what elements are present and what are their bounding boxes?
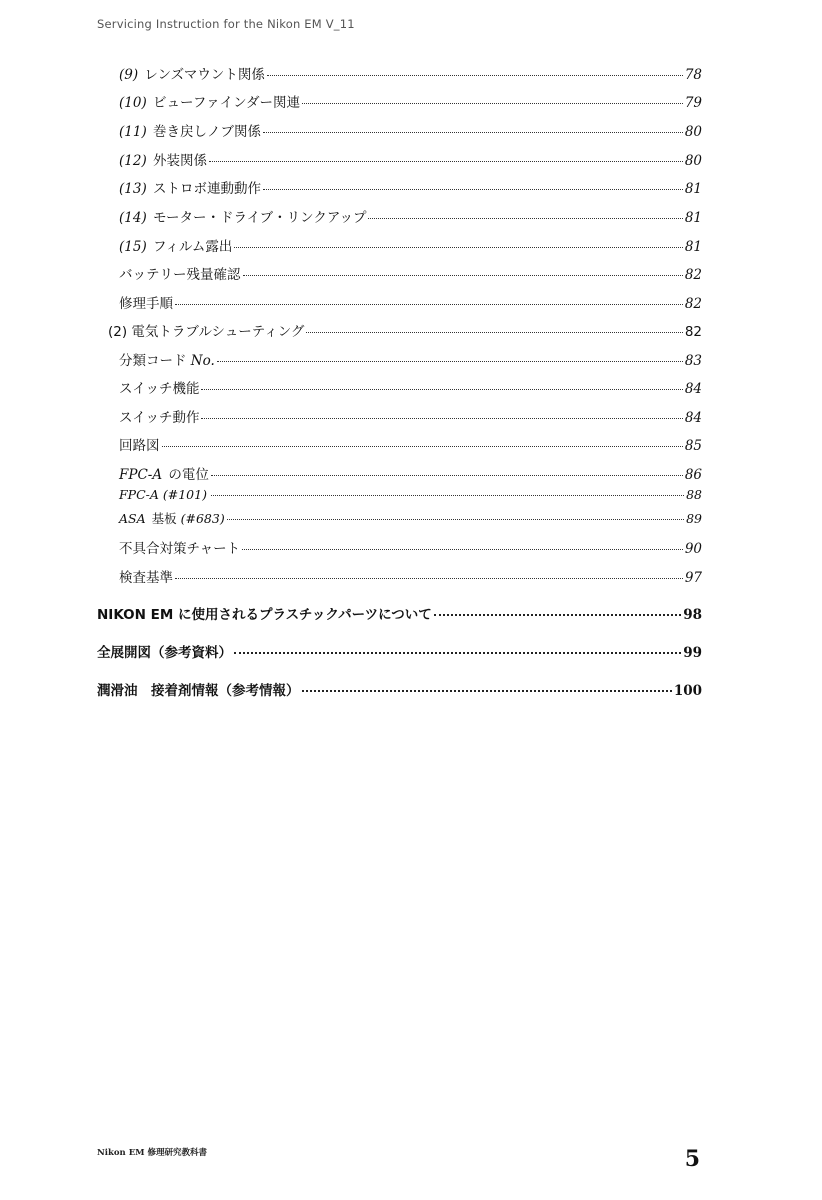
running-header: Servicing Instruction for the Nikon EM V_11 — [97, 17, 355, 31]
toc-entry-text: レンズマウント関係 — [144, 67, 265, 83]
toc-entry-number: (12) — [119, 153, 147, 169]
toc-entry-rewind-knob[interactable] — [119, 120, 702, 140]
toc-entry-text: 分類コード — [119, 353, 187, 369]
toc-entry-label — [119, 292, 173, 312]
toc-entry-battery-check[interactable] — [119, 263, 702, 283]
toc-entry-page: 100 — [673, 683, 702, 699]
dot-leader — [211, 475, 683, 476]
toc-entry-label — [119, 206, 366, 226]
toc-entry-label — [119, 263, 241, 283]
toc-entry-number: (2) — [108, 324, 128, 340]
dot-leader — [302, 690, 672, 692]
toc-entry-text: ビューファインダー関連 — [153, 95, 301, 111]
toc-entry-asa-board[interactable] — [119, 509, 702, 527]
toc-entry-viewfinder[interactable] — [119, 91, 702, 111]
dot-leader — [209, 161, 683, 162]
toc-entry-page: 86 — [684, 467, 702, 483]
toc-entry-label — [119, 406, 199, 426]
dot-leader — [227, 519, 684, 520]
toc-entry-plastic-parts[interactable] — [97, 603, 702, 623]
toc-entry-page: 98 — [683, 607, 702, 623]
toc-entry-text: の電位 — [168, 467, 209, 483]
dot-leader — [162, 446, 683, 447]
dot-leader — [306, 332, 682, 333]
toc-entry-prefix: ASA — [119, 511, 146, 526]
toc-entry-page: 97 — [684, 570, 702, 586]
toc-entry-label — [119, 566, 173, 586]
dot-leader — [302, 103, 683, 104]
page-number: 5 — [684, 1146, 700, 1172]
dot-leader — [217, 361, 683, 362]
dot-leader — [368, 218, 682, 219]
toc-entry-film-exposure[interactable] — [119, 235, 702, 255]
toc-entry-suffix: No. — [190, 353, 215, 369]
dot-leader — [263, 189, 683, 190]
dot-leader — [201, 389, 682, 390]
toc-entry-label — [119, 509, 225, 527]
toc-entry-switch-function[interactable] — [119, 377, 702, 397]
toc-entry-strobe-sync[interactable] — [119, 177, 702, 197]
toc-entry-page: 82 — [684, 324, 702, 340]
dot-leader — [242, 549, 683, 550]
toc-entry-label — [119, 434, 160, 454]
toc-entry-page: 84 — [684, 410, 702, 426]
toc-entry-fpc-a-potential[interactable] — [119, 463, 702, 483]
toc-entry-page: 80 — [684, 124, 702, 140]
toc-entry-page: 99 — [683, 645, 702, 661]
toc-entry-circuit-diagram[interactable] — [119, 434, 702, 454]
toc-entry-label — [108, 320, 304, 340]
toc-entry-switch-operation[interactable] — [119, 406, 702, 426]
dot-leader — [211, 495, 684, 496]
toc-entry-page: 81 — [684, 239, 702, 255]
toc-entry-text: 電気トラブルシューティング — [131, 324, 305, 340]
toc-entry-text: モーター・ドライブ・リンクアップ — [153, 210, 367, 226]
toc-entry-label — [119, 149, 207, 169]
toc-entry-label — [119, 177, 261, 197]
toc-entry-text: ストロボ連動動作 — [153, 181, 262, 197]
toc-entry-prefix: FPC-A (#101) — [119, 487, 207, 502]
toc-entry-page: 79 — [684, 95, 702, 111]
toc-entry-label — [119, 487, 209, 502]
toc-entry-page: 78 — [684, 67, 702, 83]
toc-entry-exterior[interactable] — [119, 149, 702, 169]
toc-entry-label — [119, 377, 199, 397]
toc-entry-text: 基板 — [151, 511, 177, 526]
toc-entry-inspection-standard[interactable] — [119, 566, 702, 586]
toc-entry-label — [119, 463, 209, 483]
dot-leader — [201, 418, 682, 419]
toc-entry-defect-chart[interactable] — [119, 537, 702, 557]
toc-entry-page: 81 — [684, 181, 702, 197]
toc-entry-text: 巻き戻しノブ関係 — [153, 124, 262, 140]
dot-leader — [434, 614, 681, 616]
toc-entry-number: (14) — [119, 210, 147, 226]
toc-entry-text: 外装関係 — [153, 153, 208, 169]
toc-entry-number: (13) — [119, 181, 147, 197]
toc-entry-text: 修理手順 — [119, 296, 173, 312]
toc-entry-label — [119, 349, 215, 369]
dot-leader — [175, 578, 683, 579]
toc-entry-suffix: (#683) — [180, 511, 225, 526]
dot-leader — [234, 247, 682, 248]
toc-entry-label: 全展開図（参考資料） — [97, 645, 232, 661]
toc-entry-page: 83 — [684, 353, 702, 369]
toc-entry-page: 82 — [684, 296, 702, 312]
toc-entry-page: 90 — [684, 541, 702, 557]
toc-entry-page: 80 — [684, 153, 702, 169]
toc-entry-number: (10) — [119, 95, 147, 111]
toc-entry-text: 検査基準 — [119, 570, 173, 586]
toc-entry-motor-drive[interactable] — [119, 206, 702, 226]
toc-entry-text: スイッチ機能 — [119, 381, 200, 397]
dot-leader — [175, 304, 683, 305]
toc-entry-fpc-a-101[interactable] — [119, 487, 702, 502]
toc-entry-text: バッテリー残量確認 — [119, 267, 241, 283]
toc-entry-page: 89 — [686, 511, 702, 526]
toc-entry-number: (15) — [119, 239, 147, 255]
toc-entry-label — [119, 235, 232, 255]
toc-entry-label — [119, 63, 265, 83]
toc-entry-exploded-view[interactable] — [97, 641, 702, 661]
toc-entry-page: 84 — [684, 381, 702, 397]
toc-entry-text: 不具合対策チャート — [119, 541, 241, 557]
toc-entry-label: 潤滑油 接着剤情報（参考情報） — [97, 683, 300, 699]
toc-entry-number: (11) — [119, 124, 147, 140]
toc-entry-prefix: FPC-A — [119, 467, 163, 483]
toc-entry-page: 88 — [686, 487, 702, 502]
toc-entry-page: 85 — [684, 438, 702, 454]
dot-leader — [263, 132, 683, 133]
footer-book-title: Nikon EM 修理研究教科書 — [97, 1148, 208, 1158]
toc-entry-classification-code[interactable] — [119, 349, 702, 369]
toc-entry-page: 82 — [684, 267, 702, 283]
toc-entry-lens-mount[interactable] — [119, 63, 702, 83]
dot-leader — [243, 275, 683, 276]
toc-entry-electrical-troubleshooting[interactable] — [108, 320, 702, 340]
toc-entry-text: スイッチ動作 — [119, 410, 200, 426]
toc-entry-page: 81 — [684, 210, 702, 226]
toc-entry-text: フィルム露出 — [153, 239, 233, 255]
dot-leader — [267, 75, 683, 76]
dot-leader — [234, 652, 681, 654]
toc-entry-text: 回路図 — [119, 438, 160, 454]
toc-entry-repair-procedure[interactable] — [119, 292, 702, 312]
toc-entry-label — [119, 537, 240, 557]
toc-entry-lubricant-adhesive[interactable] — [97, 679, 702, 699]
toc-entry-label — [119, 120, 261, 140]
toc-entry-label: NIKON EM に使用されるプラスチックパーツについて — [97, 607, 432, 623]
toc-entry-label — [119, 91, 300, 111]
toc-entry-number: (9) — [119, 67, 139, 83]
